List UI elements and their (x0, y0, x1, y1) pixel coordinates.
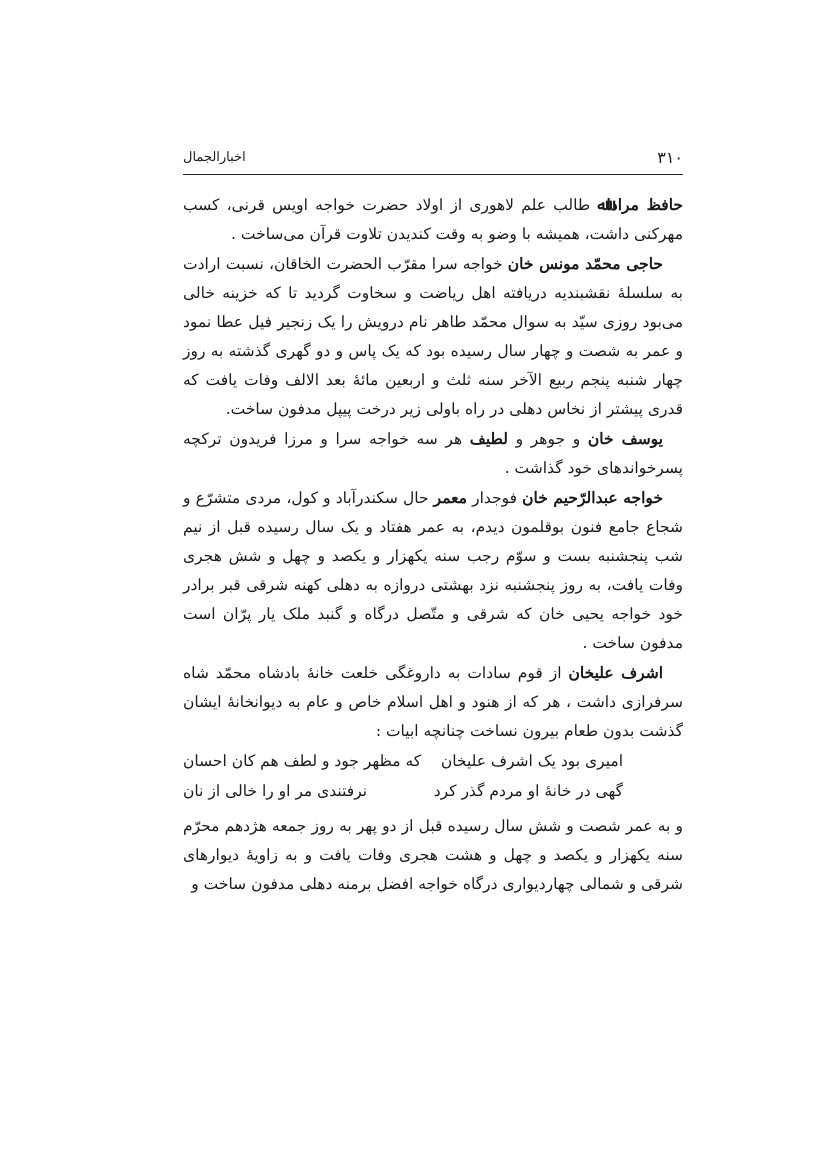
entry-name: خواجه عبدالرّحیم خان (522, 488, 664, 507)
verse-hemistich: که مظهر جود و لطف هم کان احسان (183, 752, 422, 770)
entry-paragraph: حافظ مراداﷲ طالب علم لاهوری از اولاد حضرت خواجه اویس قرنی، کسب مهرکنی داشت، همیشه با وضو به وقت کندیدن تلاوت قرآن می‌ساخت . (183, 195, 684, 243)
verse-block (183, 746, 663, 806)
closing-paragraph: و به عمر شصت و شش سال رسیده قبل از دو پهر به روز جمعه هژدهم محرّم سنه یکهزار و یکصد و چهل و هشت هجری وفات یافت و به زاویهٔ دیوارهای شرقی و شمالی چهاردیواری درگاه خواجه افضل برمنه دهلی مدفون ساخت و (183, 817, 683, 893)
page-body (183, 190, 683, 899)
entry-name: حاجی محمّد مونس خان (507, 254, 663, 273)
page-number: ۳۱۰ (657, 148, 683, 167)
page-header (183, 148, 683, 175)
entry-paragraph: یوسف خان و جوهر و لطیف هر سه خواجه سرا و مرزا فریدون ترکچه پسرخواندهای خود گذاشت . (183, 429, 683, 477)
running-title: اخبارالجمال (183, 150, 246, 165)
entry-name: اشرف علیخان (568, 663, 663, 682)
entry-name: یوسف خان (587, 429, 663, 448)
verse-hemistich: امیری بود یک اشرف علیخان (440, 752, 623, 770)
entry-name: لطیف (469, 429, 508, 448)
verse-line (183, 776, 623, 806)
entry-paragraph: خواجه عبدالرّحیم خان فوجدار معمر حال سکندرآباد و کول، مردی متشرّع و شجاع جامع فنون بوقلمون دیدم، به عمر هفتاد و یک سال رسیده قبل از نیم شب پنجشنبه بست و سوّم رجب سنه یکهزار و یکصد و چهل و شش هجری وفات یافت، به روز پنجشنبه نزد بهشتی دروازه به دهلی کهنه شرقی قبر برادر خود خواجه یحیی خان که شرقی و متّصل درگاه و گنبد ملک یار پرّان است مدفون ساخت . (183, 488, 683, 652)
entry-name: معمر (433, 488, 467, 507)
entry-name: حافظ مراداﷲ (597, 195, 684, 214)
verse-line (183, 746, 623, 776)
entry-paragraph: حاجی محمّد مونس خان خواجه سرا مقرّب الحضرت الخاقان، نسبت ارادت به سلسلهٔ نقشبندیه دریافته اهل ریاضت و سخاوت گردید تا که خزینه خالی می‌بود روزی سیّد به سوال محمّد طاهر نام درویش را یک زنجیر فیل عطا نمود و عمر به شصت و چهار سال رسیده بود که یک پاس و دو گهری گذشته به روز چهار شنبه پنجم ربیع الآخر سنه ثلث و اربعین مائهٔ بعد الالف وفات یافت که قدری پیشتر از نخاس دهلی در راه باولی زیر درخت پیپل مدفون ساخت. (183, 254, 683, 418)
verse-hemistich: نرفتندی مر او را خالی از نان (183, 782, 368, 800)
entry-paragraph: اشرف علیخان از قوم سادات به داروغگی خلعت خانهٔ بادشاه محمّد شاه سرفرازی داشت ، هر که از هنود و اهل اسلام خاص و عام به دیوانخانهٔ ایشان گذشت بدون طعام بیرون نساخت چنانچه ابیات : (183, 663, 683, 740)
verse-hemistich: گهی در خانهٔ او مردم گذر کرد (433, 782, 623, 800)
